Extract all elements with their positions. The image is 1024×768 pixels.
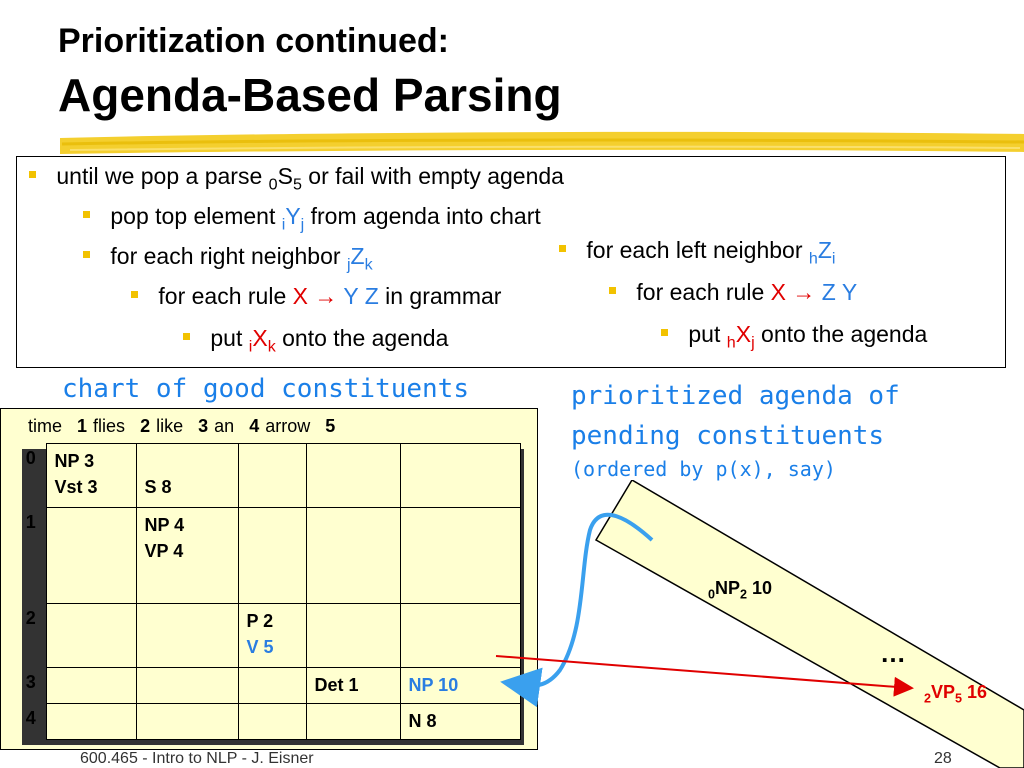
bullet-left-neighbor: for each left neighbor $_hZ_i$: [559, 237, 835, 264]
row-header: 1: [25, 511, 36, 532]
agenda-sublabel: (ordered by p(x), say): [571, 457, 836, 481]
agenda-item-vp: $_2VP_5$ 16: [924, 682, 988, 706]
agenda-label-line1: prioritized agenda of: [571, 381, 900, 411]
word-an: an: [214, 416, 235, 436]
footer-course: 600.465 - Intro to NLP - J. Eisner: [80, 750, 314, 767]
position-2: 2: [140, 416, 151, 436]
chart-cell: S 8: [136, 444, 238, 508]
bullet-right-neighbor: for each right neighbor $_jZ_k$: [83, 243, 373, 270]
agenda-label-line2: pending constituents: [571, 421, 885, 451]
bullet-rule-right: for each rule X → Y Z in grammar: [131, 283, 501, 310]
bullet-put-right: put $_iX_k$ onto the agenda: [183, 325, 448, 352]
chart-cell: P 2 V 5: [238, 604, 306, 668]
row-header: 2: [25, 607, 36, 628]
word-like: like: [156, 416, 184, 436]
bullet-pop-top: pop top element $_iY_j$ from agenda into chart: [83, 203, 541, 230]
chart-cell: NP 10: [400, 668, 520, 704]
slide-title-line1: Prioritization continued:: [58, 22, 449, 60]
bullet-until-pop: until we pop a parse $_0S_5$ or fail with empty agenda: [29, 163, 564, 190]
page-number: 28: [934, 750, 952, 767]
bullet-rule-left: for each rule X → Z Y: [609, 279, 857, 306]
position-3: 3: [198, 416, 209, 436]
agenda-ellipsis: …: [880, 638, 906, 668]
word-flies: flies: [93, 416, 126, 436]
chart-label: chart of good constituents: [62, 374, 469, 404]
time-label: time: [28, 416, 63, 436]
chart-cell: Det 1: [306, 668, 400, 704]
position-1: 1: [77, 416, 88, 436]
position-4: 4: [249, 416, 260, 436]
position-5: 5: [325, 416, 336, 436]
chart-cell: NP 4 VP 4: [136, 508, 238, 604]
row-header: 0: [25, 447, 36, 468]
agenda-item-np: $_0NP_2$ 10: [708, 578, 773, 602]
row-header: 4: [25, 707, 36, 728]
slide-title-line2: Agenda-Based Parsing: [58, 69, 562, 121]
bullet-put-left: put $_hX_j$ onto the agenda: [661, 321, 927, 348]
chart-cell: NP 3 Vst 3: [46, 444, 136, 508]
word-arrow: arrow: [265, 416, 311, 436]
chart-cell: N 8: [400, 704, 520, 740]
row-header: 3: [25, 671, 36, 692]
